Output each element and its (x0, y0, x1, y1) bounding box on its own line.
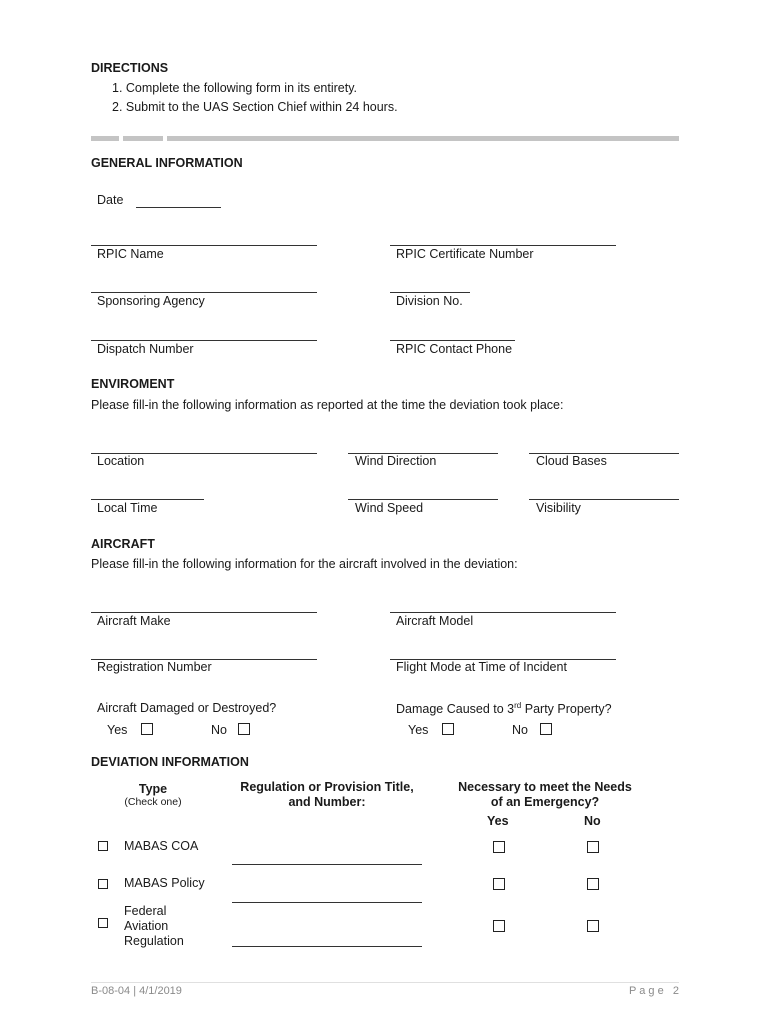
mabas-policy-no-checkbox[interactable] (587, 878, 599, 890)
visibility-label: Visibility (536, 501, 581, 515)
mabas-coa-regulation-field[interactable] (232, 864, 422, 865)
aircraft-make-field[interactable] (91, 612, 317, 613)
rpic-contact-phone-label: RPIC Contact Phone (396, 342, 513, 356)
regulation-header-line-2: and Number: (288, 795, 366, 809)
cloud-bases-label: Cloud Bases (536, 454, 607, 468)
mabas-policy-label: MABAS Policy (124, 876, 205, 890)
local-time-field[interactable] (91, 499, 204, 500)
third-party-no-checkbox[interactable] (540, 723, 552, 735)
directions-item-1: 1. Complete the following form in its entirety. (112, 81, 358, 95)
necessary-header-line-2: of an Emergency? (490, 795, 600, 809)
flight-mode-label: Flight Mode at Time of Incident (396, 660, 567, 674)
damaged-no-checkbox[interactable] (238, 723, 250, 735)
aircraft-heading: AIRCRAFT (91, 537, 155, 551)
deviation-heading: DEVIATION INFORMATION (91, 755, 249, 769)
dispatch-number-label: Dispatch Number (97, 342, 194, 356)
far-label-line-3: Regulation (124, 934, 184, 948)
rpic-name-field[interactable] (91, 245, 317, 246)
far-regulation-field[interactable] (232, 946, 422, 947)
rpic-name-label: RPIC Name (97, 247, 164, 261)
rpic-cert-field[interactable] (390, 245, 616, 246)
rpic-contact-phone-field[interactable] (390, 340, 515, 341)
environment-instructions: Please fill-in the following information as reported at the time the deviation took place: (91, 398, 564, 412)
wind-speed-label: Wind Speed (355, 501, 424, 515)
third-party-no-label: No (512, 723, 528, 737)
mabas-coa-label: MABAS COA (124, 839, 199, 853)
aircraft-model-label: Aircraft Model (396, 614, 474, 628)
third-party-yes-checkbox[interactable] (442, 723, 454, 735)
third-party-yes-label: Yes (408, 723, 429, 737)
date-field[interactable] (136, 207, 221, 208)
damaged-no-label: No (211, 723, 227, 737)
necessary-yes-header: Yes (487, 814, 509, 828)
regulation-header-line-1: Regulation or Provision Title, (240, 780, 414, 794)
footer-divider (91, 982, 679, 983)
sponsoring-agency-label: Sponsoring Agency (97, 294, 205, 308)
type-header: Type (138, 782, 168, 796)
aircraft-make-label: Aircraft Make (97, 614, 171, 628)
damaged-question: Aircraft Damaged or Destroyed? (97, 701, 277, 715)
far-label-line-1: Federal (124, 904, 167, 918)
directions-heading: DIRECTIONS (91, 61, 169, 75)
far-yes-checkbox[interactable] (493, 920, 505, 932)
footer-page-number: P a g e 2 (629, 985, 679, 997)
directions-item-2: 2. Submit to the UAS Section Chief within 24 hours. (112, 100, 398, 114)
far-label-line-2: Aviation (124, 919, 169, 933)
date-label: Date (97, 193, 124, 207)
mabas-policy-checkbox[interactable] (98, 879, 108, 889)
wind-speed-field[interactable] (348, 499, 498, 500)
registration-number-label: Registration Number (97, 660, 212, 674)
visibility-field[interactable] (529, 499, 679, 500)
aircraft-instructions: Please fill-in the following information for the aircraft involved in the deviation: (91, 557, 518, 571)
sponsoring-agency-field[interactable] (91, 292, 317, 293)
environment-heading: ENVIROMENT (91, 377, 175, 391)
division-no-label: Division No. (396, 294, 463, 308)
necessary-header-line-1: Necessary to meet the Needs (458, 780, 632, 794)
wind-direction-label: Wind Direction (355, 454, 437, 468)
damaged-yes-checkbox[interactable] (141, 723, 153, 735)
mabas-policy-yes-checkbox[interactable] (493, 878, 505, 890)
divider-segment (123, 136, 163, 141)
dispatch-number-field[interactable] (91, 340, 317, 341)
divider-segment (91, 136, 119, 141)
location-label: Location (97, 454, 145, 468)
type-subheader: (Check one) (124, 796, 182, 808)
divider-bar (167, 136, 679, 141)
general-heading: GENERAL INFORMATION (91, 156, 243, 170)
aircraft-model-field[interactable] (390, 612, 616, 613)
necessary-no-header: No (584, 814, 601, 828)
division-no-field[interactable] (390, 292, 470, 293)
footer-form-id: B-08-04 | 4/1/2019 (91, 985, 182, 997)
far-no-checkbox[interactable] (587, 920, 599, 932)
damaged-yes-label: Yes (107, 723, 128, 737)
local-time-label: Local Time (97, 501, 158, 515)
third-party-question: Damage Caused to 3rd Party Property? (396, 701, 612, 717)
rpic-cert-label: RPIC Certificate Number (396, 247, 534, 261)
mabas-coa-yes-checkbox[interactable] (493, 841, 505, 853)
mabas-coa-no-checkbox[interactable] (587, 841, 599, 853)
mabas-policy-regulation-field[interactable] (232, 902, 422, 903)
far-checkbox[interactable] (98, 918, 108, 928)
mabas-coa-checkbox[interactable] (98, 841, 108, 851)
